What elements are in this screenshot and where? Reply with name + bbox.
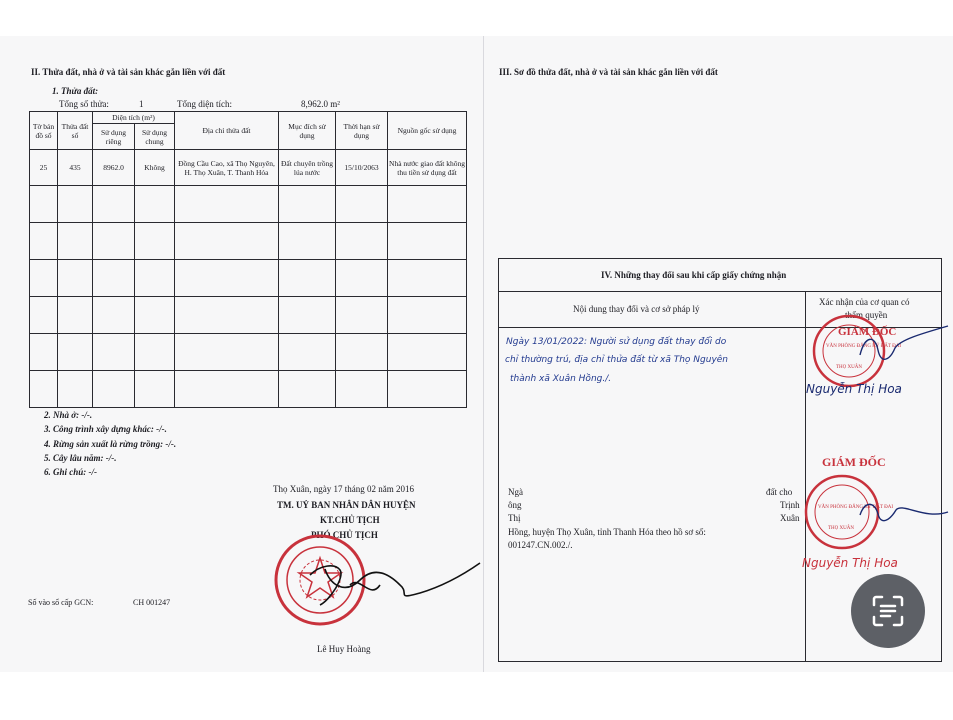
stamp-1-place: THỌ XUÂN [836, 365, 862, 370]
director-title-2: GIÁM ĐỐC [822, 455, 886, 469]
gcn-register-label: Số vào sổ cấp GCN: [28, 598, 94, 607]
cell-address: Đồng Cầu Cao, xã Thọ Nguyên, H. Thọ Xuân, T. Thanh Hóa [175, 150, 279, 186]
table-row [30, 297, 467, 334]
cell-map-sheet: 25 [30, 150, 58, 186]
table-row [30, 260, 467, 297]
cell-private-use: 8962.0 [93, 150, 135, 186]
printed-change-line4: Hồng, huyện Thọ Xuân, tỉnh Thanh Hóa theo hồ sơ số: [508, 527, 706, 537]
header-parcel-no: Thửa đất số [58, 112, 93, 150]
signer-name: Lê Huy Hoàng [317, 644, 371, 654]
cell-term: 15/10/2063 [336, 150, 388, 186]
printed-change-line5: 001247.CN.002./. [508, 540, 573, 550]
signature-le-huy-hoang [300, 555, 490, 615]
cell-shared-use: Không [135, 150, 175, 186]
item-perennial-trees: 5. Cây lâu năm: -/-. [44, 453, 117, 463]
director-title-1: GIÁM ĐỐC [838, 326, 897, 338]
item-notes: 6. Ghi chú: -/- [44, 467, 98, 477]
cell-purpose: Đất chuyên trồng lúa nước [279, 150, 336, 186]
printed-change-fragment-c: Thị [508, 513, 521, 523]
handwritten-change-line2: chỉ thường trú, địa chỉ thửa đất từ xã Thọ Nguyên [505, 355, 729, 365]
table-row [30, 223, 467, 260]
section-3-title: III. Sơ đồ thửa đất, nhà ở và tài sản khác gắn liền với đất [499, 67, 718, 77]
header-term: Thời hạn sử dụng [336, 112, 388, 150]
signature-2 [830, 490, 950, 540]
stamp-1-text: VĂN PHÒNG ĐĂNG KÝ ĐẤT ĐAI [826, 344, 902, 349]
text-scan-icon [870, 593, 906, 629]
header-address: Địa chỉ thửa đất [175, 112, 279, 150]
header-map-sheet: Tờ bản đồ số [30, 112, 58, 150]
signer-name-2: Nguyễn Thị Hoa [802, 556, 898, 570]
confirm-col-header-line1: Xác nhận của cơ quan có [819, 297, 910, 307]
header-area: Diện tích (m²) [93, 112, 175, 124]
cell-origin: Nhà nước giao đất không thu tiền sử dụng đất [388, 150, 467, 186]
issuing-org: TM. UỶ BAN NHÂN DÂN HUYỆN [277, 500, 416, 510]
cell-parcel-no: 435 [58, 150, 93, 186]
issue-date: Thọ Xuân, ngày 17 tháng 02 năm 2016 [273, 484, 414, 494]
total-parcels-value: 1 [139, 99, 144, 109]
divider [499, 291, 941, 292]
header-private-use: Sử dụng riêng [93, 124, 135, 150]
confirm-col-header-line2: thẩm quyền [845, 310, 888, 320]
section-4-title: IV. Những thay đổi sau khi cấp giấy chứng nhận [601, 270, 787, 280]
item-planted-forest: 4. Rừng sản xuất là rừng trồng: -/-. [44, 439, 177, 449]
table-row [30, 334, 467, 371]
table-row [30, 150, 467, 186]
header-purpose: Mục đích sử dụng [279, 112, 336, 150]
printed-change-fragment-b: ông [508, 500, 522, 510]
handwritten-change-line3: thành xã Xuân Hồng./. [510, 374, 612, 384]
total-parcels-label: Tổng số thửa: [59, 99, 109, 109]
handwritten-change-line1: Ngày 13/01/2022: Người sử dụng đất thay đổi do [506, 337, 727, 347]
authority-title: PHÓ CHỦ TỊCH [311, 530, 378, 540]
signer-name-1: Nguyễn Thị Hoa [806, 382, 902, 396]
gcn-register-value: CH 001247 [133, 598, 171, 607]
printed-change-fragment-a: Ngà [508, 487, 523, 497]
section-2-title: II. Thửa đất, nhà ở và tài sản khác gắn liền với đất [31, 67, 226, 77]
item-other-constructions: 3. Công trình xây dựng khác: -/-. [44, 424, 167, 434]
total-area-label: Tổng diện tích: [177, 99, 232, 109]
text-scan-button[interactable] [851, 574, 925, 648]
header-origin: Nguồn gốc sử dụng [388, 112, 467, 150]
header-shared-use: Sử dụng chung [135, 124, 175, 150]
stamp-2-place: THỌ XUÂN [828, 526, 854, 531]
authority-line: KT.CHỦ TỊCH [320, 515, 380, 525]
printed-change-fragment-f: Xuân [780, 513, 800, 523]
land-parcel-table [29, 111, 467, 408]
changes-col-header: Nội dung thay đổi và cơ sở pháp lý [573, 304, 700, 314]
printed-change-fragment-d: đất cho [766, 487, 793, 497]
printed-change-fragment-e: Trịnh [780, 500, 800, 510]
item-house: 2. Nhà ở: -/-. [44, 410, 93, 420]
table-row [30, 371, 467, 408]
stamp-2-text: VĂN PHÒNG ĐĂNG KÝ ĐẤT ĐAI [818, 505, 894, 510]
table-row [30, 186, 467, 223]
land-parcel-subtitle: 1. Thửa đất: [52, 86, 99, 96]
total-area-value: 8,962.0 m² [301, 99, 340, 109]
signature-1 [820, 320, 950, 370]
